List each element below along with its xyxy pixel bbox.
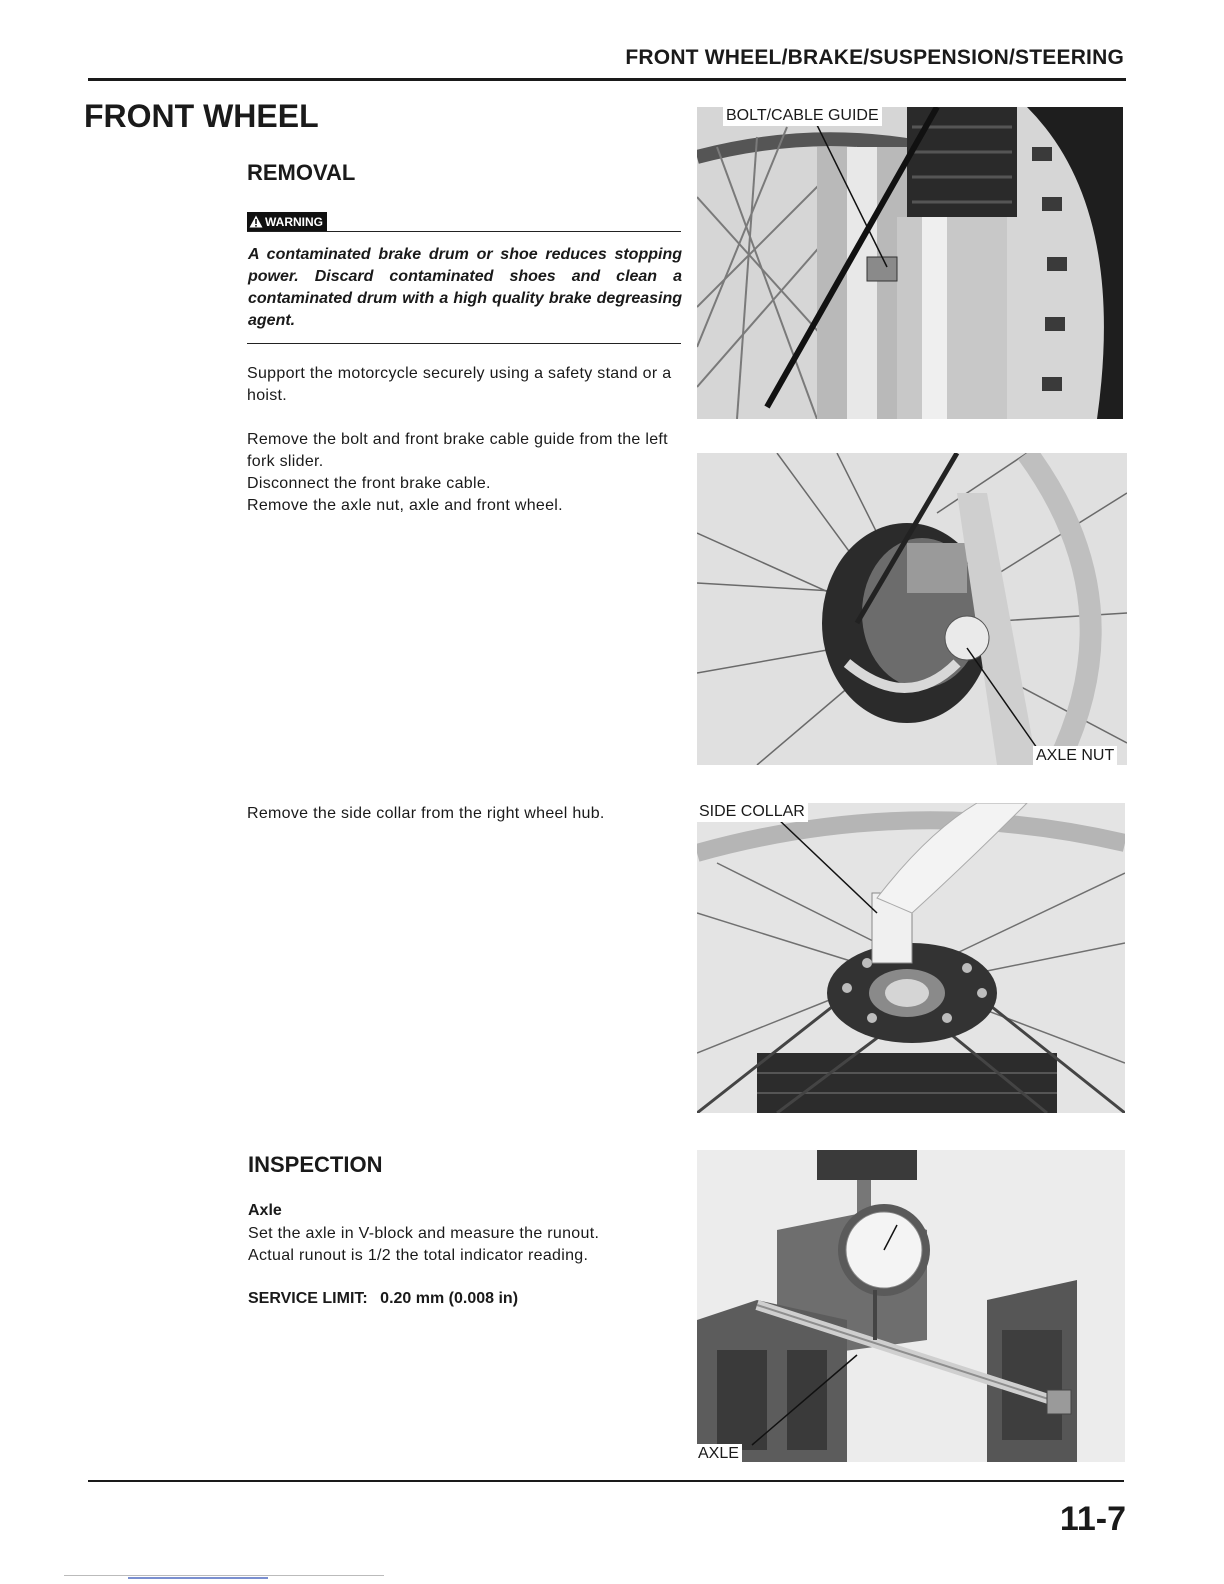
figure-axle-nut <box>697 453 1127 765</box>
step-support: Support the motorcycle securely using a safety stand or a hoist. <box>247 365 672 404</box>
warning-rule-top <box>247 231 681 232</box>
axle-subheading: Axle <box>248 1202 282 1219</box>
callout-bolt-cable-guide: BOLT/CABLE GUIDE <box>723 106 882 126</box>
header-rule <box>88 78 1126 81</box>
warning-triangle-icon <box>249 215 263 228</box>
scan-artifact-line <box>64 1575 384 1576</box>
axle-runout-note: Actual runout is 1/2 the total indicator reading. <box>248 1247 589 1264</box>
footer-rule <box>88 1480 1124 1482</box>
section-title: FRONT WHEEL <box>84 98 319 134</box>
step-remove-bolt: Remove the bolt and front brake cable guide from the left fork slider. <box>247 431 668 470</box>
axle-instruction: Set the axle in V-block and measure the runout. <box>248 1225 600 1242</box>
figure-bolt-cable-guide <box>697 107 1123 419</box>
warning-rule-bottom <box>247 343 681 344</box>
service-limit-label: SERVICE LIMIT: <box>248 1290 368 1307</box>
page-number: 11-7 <box>1059 1500 1126 1538</box>
step-disconnect-cable: Disconnect the front brake cable. <box>247 475 491 492</box>
callout-axle-nut: AXLE NUT <box>1033 746 1117 766</box>
warning-badge <box>247 212 327 231</box>
chapter-title: FRONT WHEEL/BRAKE/SUSPENSION/STEERING <box>625 46 1124 69</box>
scan-artifact-line-blue <box>128 1577 268 1579</box>
callout-side-collar: SIDE COLLAR <box>696 802 808 822</box>
figure-side-collar <box>697 803 1125 1113</box>
step-remove-axle: Remove the axle nut, axle and front wheel. <box>247 497 563 514</box>
service-limit <box>248 1290 518 1308</box>
figure-axle-runout <box>697 1150 1125 1462</box>
removal-heading: REMOVAL <box>247 160 356 185</box>
service-limit-value: 0.20 mm (0.008 in) <box>380 1290 519 1307</box>
callout-axle: AXLE <box>695 1444 742 1464</box>
warning-label: WARNING <box>265 214 323 229</box>
warning-text: A contaminated brake drum or shoe reduces stopping power. Discard contaminated shoes and clean a contaminated drum with a high quality brake degreasing agent. <box>248 246 682 329</box>
step-remove-side-collar: Remove the side collar from the right wheel hub. <box>247 805 605 822</box>
inspection-heading: INSPECTION <box>248 1152 383 1177</box>
